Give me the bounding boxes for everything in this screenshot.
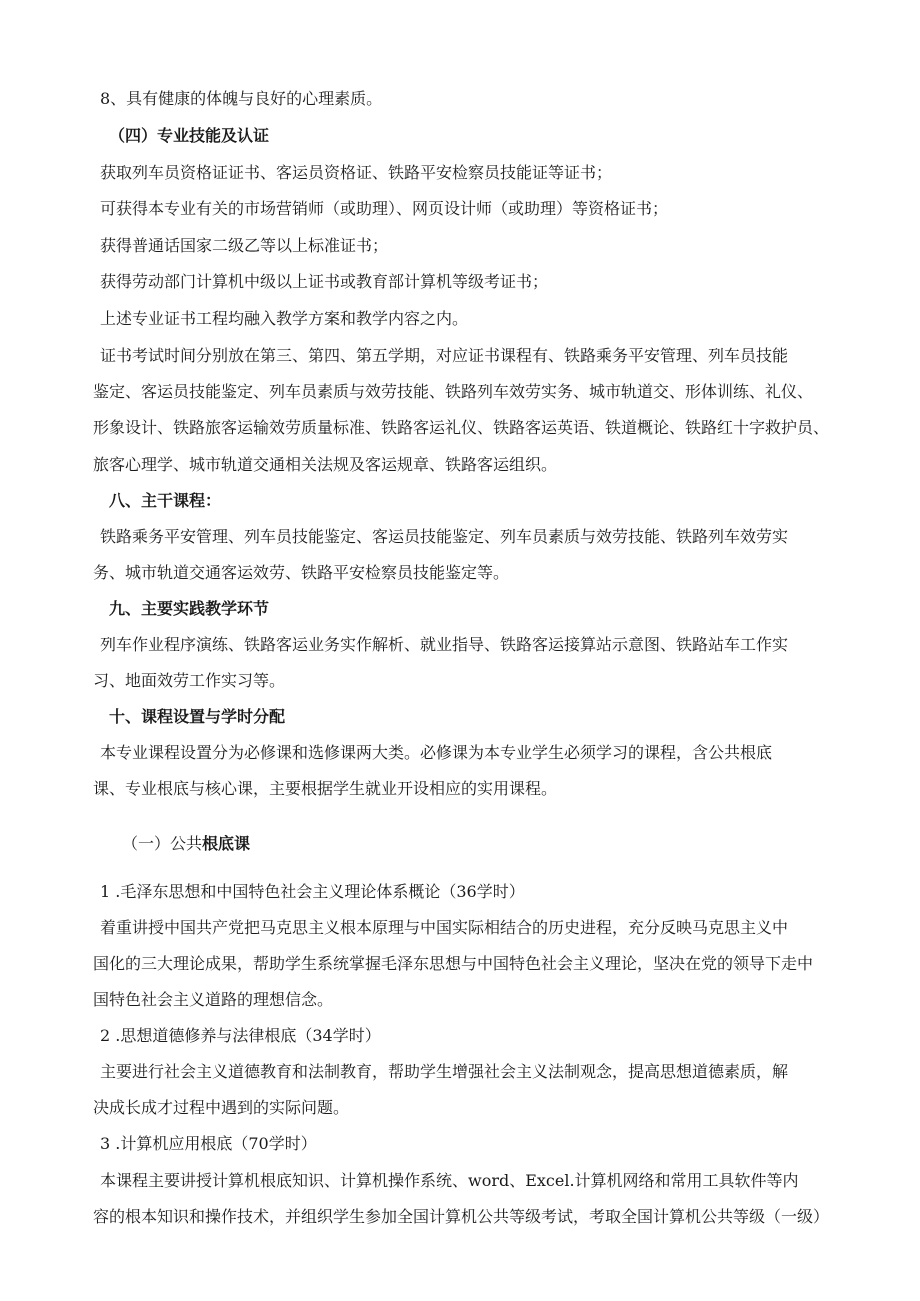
exam-paragraph-line-3: 形象设计、铁路旅客运输效劳质量标准、铁路客运礼仪、铁路客运英语、铁道概论、铁路红十字救护员、 <box>93 418 830 437</box>
quality-item-8: 8、具有健康的体魄与良好的心理素质。 <box>100 89 383 108</box>
cert-line-2: 可获得本专业有关的市场营销师（或助理）、网页设计师（或助理）等资格证书； <box>100 199 669 218</box>
curriculum-line-2: 课、专业根底与核心课，主要根据学生就业开设相应的实用课程。 <box>93 779 558 798</box>
main-courses-line-1: 铁路乘务平安管理、列车员技能鉴定、客运员技能鉴定、列车员素质与效劳技能、铁路列车效劳实 <box>100 527 789 546</box>
section-heading-main-courses: 八、主干课程： <box>109 491 222 510</box>
course-2-line-1: 主要进行社会主义道德教育和法制教育，帮助学生增强社会主义法制观念，提高思想道德素质，解 <box>100 1062 789 1081</box>
section-heading-curriculum: 十、课程设置与学时分配 <box>109 707 286 726</box>
cert-line-1: 获取列车员资格证证书、客运员资格证、铁路平安检察员技能证等证书； <box>100 163 613 182</box>
course-2-line-2: 决成长成才过程中遇到的实际问题。 <box>93 1098 350 1117</box>
section-heading-certification: （四）专业技能及认证 <box>109 126 270 145</box>
exam-paragraph-line-1: 证书考试时间分别放在第三、第四、第五学期，对应证书课程有、铁路乘务平安管理、列车员技能 <box>100 346 789 365</box>
course-2-title: 2 .思想道德修养与法律根底（34学时） <box>100 1026 381 1045</box>
subsection-heading-prefix: （一）公共 <box>122 834 203 853</box>
main-courses-line-2: 务、城市轨道交通客运效劳、铁路平安检察员技能鉴定等。 <box>93 563 510 582</box>
practice-line-1: 列车作业程序演练、铁路客运业务实作解析、就业指导、铁路客运接算站示意图、铁路站车工作实 <box>100 635 789 654</box>
exam-paragraph-line-2: 鉴定、客运员技能鉴定、列车员素质与效劳技能、铁路列车效劳实务、城市轨道交、形体训练、礼仪、 <box>93 382 814 401</box>
course-1-title: 1 .毛泽东思想和中国特色社会主义理论体系概论（36学时） <box>100 882 525 901</box>
course-1-line-1: 着重讲授中国共产党把马克思主义根本原理与中国实际相结合的历史进程，充分反映马克思主义中 <box>100 918 789 937</box>
practice-line-2: 习、地面效劳工作实习等。 <box>93 671 286 690</box>
course-3-title: 3 .计算机应用根底（70学时） <box>100 1134 317 1153</box>
course-1-line-3: 国特色社会主义道路的理想信念。 <box>93 990 334 1009</box>
subsection-heading-suffix: 根底课 <box>202 834 251 853</box>
exam-paragraph-line-4: 旅客心理学、城市轨道交通相关法规及客运规章、铁路客运组织。 <box>93 455 558 474</box>
cert-line-5: 上述专业证书工程均融入教学方案和教学内容之内。 <box>100 309 469 328</box>
cert-line-4: 获得劳动部门计算机中级以上证书或教育部计算机等级考证书； <box>100 272 549 291</box>
curriculum-line-1: 本专业课程设置分为必修课和选修课两大类。必修课为本专业学生必须学习的课程，含公共根底 <box>100 743 773 762</box>
course-3-line-1: 本课程主要讲授计算机根底知识、计算机操作系统、word、Excel.计算机网络和常用工具软件等内 <box>100 1171 799 1190</box>
course-1-line-2: 国化的三大理论成果，帮助学生系统掌握毛泽东思想与中国特色社会主义理论，坚决在党的领导下走中 <box>93 954 814 973</box>
cert-line-3: 获得普通话国家二级乙等以上标准证书； <box>100 236 389 255</box>
section-heading-practice: 九、主要实践教学环节 <box>109 599 270 618</box>
course-3-line-2: 容的根本知识和操作技术，并组织学生参加全国计算机公共等级考试，考取全国计算机公共等级（一级） <box>93 1207 830 1226</box>
subsection-heading-public-courses <box>122 834 867 854</box>
